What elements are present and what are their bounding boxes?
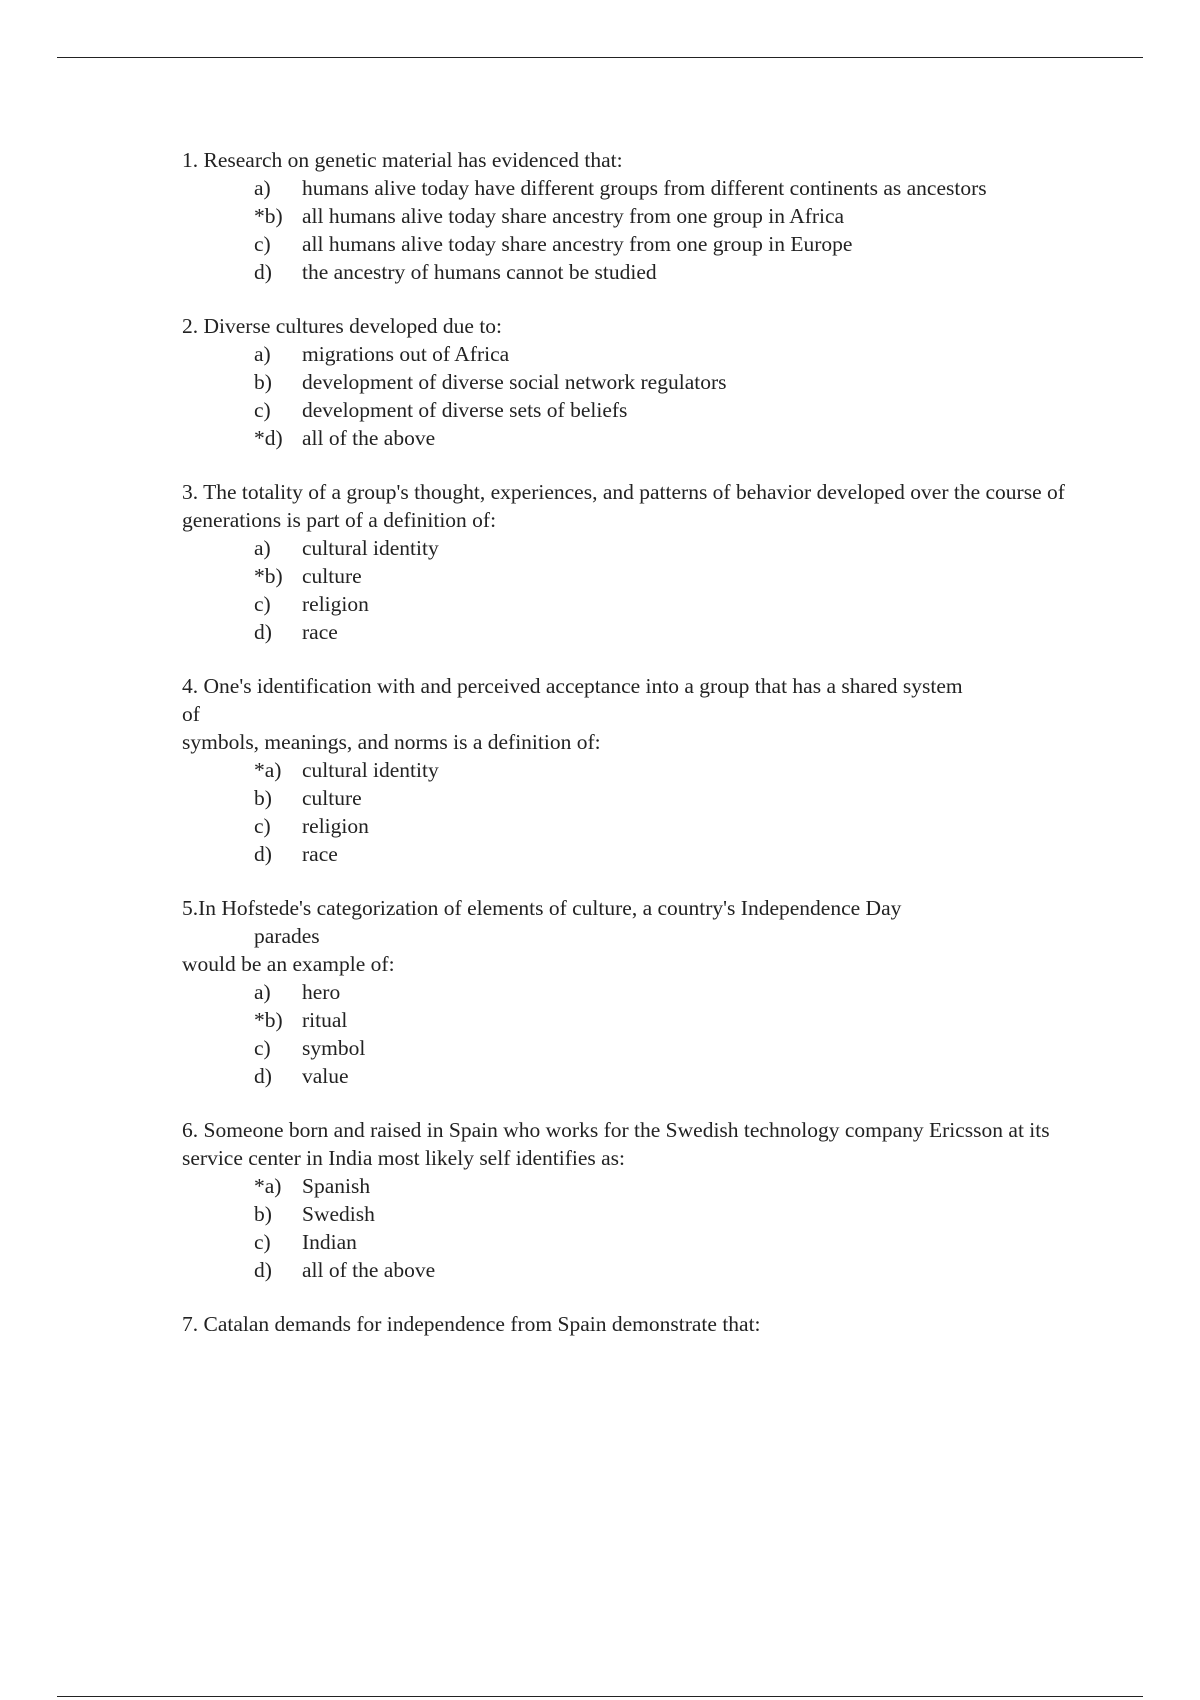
- option-letter: a): [254, 176, 271, 200]
- question-list: [182, 146, 1082, 1364]
- option-letter: *a): [254, 1174, 282, 1198]
- option-letter: d): [254, 1258, 272, 1282]
- question-5: [182, 894, 1082, 1090]
- option-text: religion: [302, 592, 369, 616]
- option-letter: d): [254, 260, 272, 284]
- option-letter: b): [254, 786, 272, 810]
- option-text: symbol: [302, 1036, 366, 1060]
- option-letter: *a): [254, 758, 282, 782]
- option-letter: a): [254, 342, 271, 366]
- option-text: Indian: [302, 1230, 357, 1254]
- option-letter: c): [254, 398, 271, 422]
- answer-option-correct: [254, 424, 1082, 452]
- question-stem: 2. Diverse cultures developed due to:: [182, 314, 503, 338]
- bottom-rule: [57, 1696, 1143, 1697]
- answer-option: [254, 1200, 1082, 1228]
- answer-option-correct: [254, 756, 1082, 784]
- answer-option: [254, 174, 1082, 202]
- question-3: [182, 478, 1082, 646]
- option-text: all humans alive today share ancestry from one group in Europe: [302, 232, 853, 256]
- question-stem: 5.In Hofstede's categorization of elements of culture, a country's Independence Day: [182, 896, 902, 920]
- option-letter: *d): [254, 426, 283, 450]
- answer-option: [254, 618, 1082, 646]
- option-letter: d): [254, 1064, 272, 1088]
- answer-option-correct: [254, 1172, 1082, 1200]
- answer-option: [254, 784, 1082, 812]
- question-stem: 6. Someone born and raised in Spain who works for the Swedish technology company Ericsson at its service center in India most likely self identifies as:: [182, 1118, 1050, 1170]
- option-letter: d): [254, 842, 272, 866]
- option-text: race: [302, 620, 338, 644]
- option-text: value: [302, 1064, 349, 1088]
- answer-option: [254, 258, 1082, 286]
- answer-option: [254, 1228, 1082, 1256]
- question-1: [182, 146, 1082, 286]
- option-text: all of the above: [302, 426, 436, 450]
- option-letter: d): [254, 620, 272, 644]
- answer-option-correct: [254, 562, 1082, 590]
- answer-option: [254, 1256, 1082, 1284]
- question-2: [182, 312, 1082, 452]
- answer-option: [254, 840, 1082, 868]
- option-letter: b): [254, 1202, 272, 1226]
- option-text: development of diverse sets of beliefs: [302, 398, 628, 422]
- option-text: religion: [302, 814, 369, 838]
- option-text: Spanish: [302, 1174, 371, 1198]
- option-text: cultural identity: [302, 758, 439, 782]
- top-rule: [57, 57, 1143, 58]
- option-letter: c): [254, 592, 271, 616]
- question-stem: 1. Research on genetic material has evidenced that:: [182, 148, 623, 172]
- option-text: ritual: [302, 1008, 348, 1032]
- option-text: culture: [302, 564, 362, 588]
- option-letter: a): [254, 536, 271, 560]
- question-6: [182, 1116, 1082, 1284]
- answer-option: [254, 340, 1082, 368]
- answer-option: [254, 534, 1082, 562]
- option-letter: *b): [254, 564, 283, 588]
- option-text: humans alive today have different groups from different continents as ancestors: [302, 176, 987, 200]
- question-stem: 4. One's identification with and perceived acceptance into a group that has a shared system of: [182, 674, 963, 726]
- option-text: cultural identity: [302, 536, 439, 560]
- question-7: [182, 1310, 1082, 1338]
- answer-option: [254, 812, 1082, 840]
- option-text: the ancestry of humans cannot be studied: [302, 260, 657, 284]
- question-stem: 7. Catalan demands for independence from Spain demonstrate that:: [182, 1312, 761, 1336]
- answer-option: [254, 368, 1082, 396]
- option-text: all humans alive today share ancestry from one group in Africa: [302, 204, 845, 228]
- answer-option-correct: [254, 202, 1082, 230]
- answer-option: [254, 230, 1082, 258]
- question-stem-continued: symbols, meanings, and norms is a definition of:: [182, 730, 601, 754]
- answer-option: [254, 1062, 1082, 1090]
- question-4: [182, 672, 1082, 868]
- answer-option-correct: [254, 1006, 1082, 1034]
- option-letter: *b): [254, 1008, 283, 1032]
- option-text: development of diverse social network regulators: [302, 370, 727, 394]
- question-stem-continued: would be an example of:: [182, 952, 395, 976]
- answer-option: [254, 590, 1082, 618]
- option-text: culture: [302, 786, 362, 810]
- question-stem: 3. The totality of a group's thought, experiences, and patterns of behavior developed over the course of generations is part of a definition of:: [182, 480, 1065, 532]
- option-letter: *b): [254, 204, 283, 228]
- answer-option: [254, 1034, 1082, 1062]
- option-letter: c): [254, 1036, 271, 1060]
- option-letter: c): [254, 232, 271, 256]
- option-text: hero: [302, 980, 341, 1004]
- option-text: migrations out of Africa: [302, 342, 510, 366]
- option-letter: a): [254, 980, 271, 1004]
- option-letter: c): [254, 1230, 271, 1254]
- question-stem-continued: parades: [254, 924, 320, 948]
- option-text: race: [302, 842, 338, 866]
- option-letter: c): [254, 814, 271, 838]
- option-text: all of the above: [302, 1258, 436, 1282]
- option-letter: b): [254, 370, 272, 394]
- answer-option: [254, 978, 1082, 1006]
- answer-option: [254, 396, 1082, 424]
- option-text: Swedish: [302, 1202, 375, 1226]
